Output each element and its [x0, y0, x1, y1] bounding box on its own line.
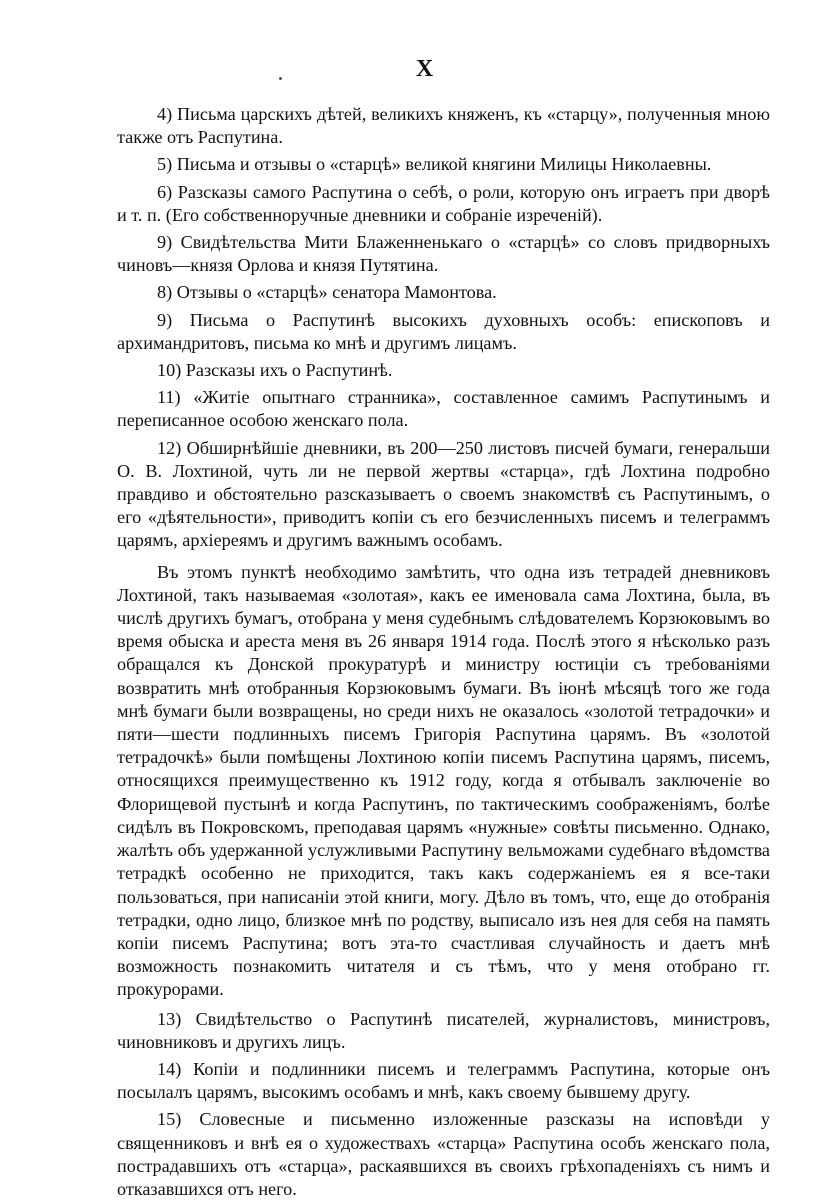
item-15-paragraph: 15) Словесные и письменно изложенные разсказы на исповѣди у священниковъ и внѣ ея о художествахъ «старца» Распутина особъ женскаго пола, пострадавшихъ отъ «старца», раскаявшихся въ своихъ грѣхопаденіяхъ съ нимъ и отказавшихся отъ него.	[117, 1109, 770, 1199]
item-9-paragraph: 9) Письма о Распутинѣ высокихъ духовныхъ особъ: епископовъ и архимандритовъ, письма ко мнѣ и другимъ лицамъ.	[117, 309, 770, 353]
item-14-paragraph: 14) Копіи и подлинники писемъ и телеграммъ Распутина, которые онъ посылалъ царямъ, высокимъ особамъ и мнѣ, какъ своему бывшему другу.	[117, 1058, 770, 1103]
item-7-paragraph: 9) Свидѣтельства Мити Блаженненькаго о «старцѣ» со словъ придворныхъ чиновъ—князя Орлова и князя Путятина.	[117, 232, 770, 276]
item-10-paragraph: 10) Разсказы ихъ о Распутинѣ.	[157, 360, 393, 381]
item-5-paragraph: 5) Письма и отзывы о «старцѣ» великой княгини Милицы Николаевны.	[157, 154, 712, 175]
item-13-paragraph: 13) Свидѣтельство о Распутинѣ писателей, журналистовъ, министровъ, чиновниковъ и другихъ лицъ.	[117, 1008, 770, 1052]
item-11-paragraph: 11) «Житіе опытнаго странника», составленное самимъ Распутинымъ и переписанное особою женскаго пола.	[117, 387, 770, 431]
item-6-paragraph: 6) Разсказы самого Распутина о себѣ, о роли, которую онъ играетъ при дворѣ и т. п. (Его собственноручные дневники и собраніе изреченій).	[117, 181, 770, 225]
golden-notebook-paragraph: Въ этомъ пунктѣ необходимо замѣтить, что одна изъ тетрадей дневниковъ Лохтиной, такъ называемая «золотая», какъ ее именовала сама Лохтина, была, въ числѣ другихъ бумагъ, отобрана у меня судебнымъ слѣдователемъ Корзюковымъ во время обыска и ареста меня въ 26 января 1914 года. Послѣ этого я нѣсколько разъ обращался къ Донской прокуратурѣ и министру юстиціи съ требованіями возвратить мнѣ отобранныя Корзюковымъ бумаги. Въ іюнѣ мѣсяцѣ того же года мнѣ бумаги были возвращены, но среди нихъ не оказалось «золотой тетрадочки» и пяти—шести подлинныхъ писемъ Григорія Распутина царямъ. Въ «золотой тетрадочкѣ» были помѣщены Лохтиною копіи писемъ Распутина царямъ, писемъ, относящихся преимущественно къ 1912 году, когда я отбывалъ заключеніе во Флорищевой пустынѣ и когда Распутинъ, по тактическимъ соображеніямъ, болѣе сидѣлъ въ Покровскомъ, преподавая царямъ «нужные» совѣты письменно. Однако, жалѣть объ удержанной услужливыми Распутину вельможами судебнаго вѣдомства тетрадкѣ особенно не приходится, такъ какъ содержаніемъ ея я все-таки пользоваться, при написаніи этой книги, могу. Дѣло въ томъ, что, еще до отобранія тетрадки, одно лицо, близкое мнѣ по родству, выписало изъ нея для себя на память копіи писемъ Распутина; вотъ эта-то счастливая случайность и даетъ мнѣ возможность познакомить читателя и съ тѣмъ, что у меня отобрано гг. прокурорами.	[117, 561, 770, 1000]
item-12-paragraph: 12) Обширнѣйшіе дневники, въ 200—250 листовъ писчей бумаги, генеральши О. В. Лохтиной, чуть ли не первой жертвы «старца», гдѣ Лохтина подробно правдиво и обстоятельно разсказываетъ о своемъ знакомствѣ съ Распутинымъ, о его «дѣятельности», приводитъ копіи съ его безчисленныхъ писемъ и телеграммъ царямъ, архіереямъ и другимъ важнымъ особамъ.	[117, 437, 770, 551]
item-4-paragraph: 4) Письма царскихъ дѣтей, великихъ княженъ, къ «старцу», полученныя мною также отъ Распутина.	[117, 104, 770, 148]
item-8-paragraph: 8) Отзывы о «старцѣ» сенатора Мамонтова.	[157, 282, 497, 303]
page-text	[117, 103, 770, 1201]
scan-speck	[279, 77, 282, 80]
page-number: X	[415, 56, 435, 82]
